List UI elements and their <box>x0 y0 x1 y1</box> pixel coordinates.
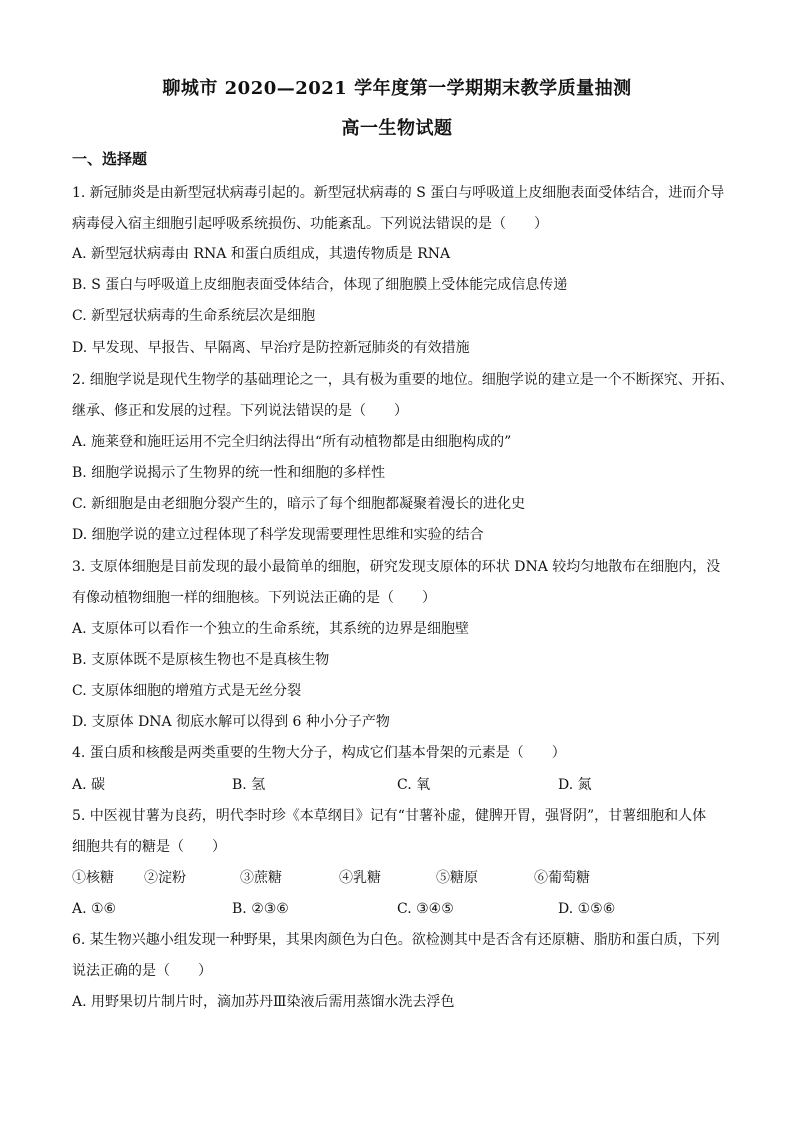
q5-option-d: D. ①⑤⑥ <box>558 901 616 917</box>
q1-option-b: B. S 蛋白与呼吸道上皮细胞表面受体结合，体现了细胞膜上受体能完成信息传递 <box>72 277 568 293</box>
q5-stem-line-2: 细胞共有的糖是（ ） <box>72 839 226 855</box>
section-heading: 一、选择题 <box>72 150 148 168</box>
q5-item: ③蔗糖 <box>240 870 282 886</box>
q5-item: ⑥葡萄糖 <box>534 870 590 886</box>
q2-stem-line-1: 2. 细胞学说是现代生物学的基础理论之一，具有极为重要的地位。细胞学说的建立是一个不断探究、开拓、 <box>72 372 734 388</box>
exam-title: 聊城市 2020—2021 学年度第一学期期末教学质量抽测 <box>162 78 632 99</box>
q1-stem-line-2: 病毒侵入宿主细胞引起呼吸系统损伤、功能紊乱。下列说法错误的是（ ） <box>72 216 548 232</box>
q6-stem-line-1: 6. 某生物兴趣小组发现一种野果，其果肉颜色为白色。欲检测其中是否含有还原糖、脂肪和蛋白质，下列 <box>72 932 720 948</box>
q1-option-c: C. 新型冠状病毒的生命系统层次是细胞 <box>72 308 316 324</box>
q4-option-b: B. 氢 <box>232 777 266 793</box>
q2-option-b: B. 细胞学说揭示了生物界的统一性和细胞的多样性 <box>72 465 386 481</box>
q2-option-d: D. 细胞学说的建立过程体现了科学发现需要理性思维和实验的结合 <box>72 527 484 543</box>
exam-subtitle: 高一生物试题 <box>341 118 453 139</box>
q5-option-c: C. ③④⑤ <box>397 901 454 917</box>
q5-option-a: A. ①⑥ <box>72 901 117 917</box>
q5-stem-line-1: 5. 中医视甘薯为良药，明代李时珍《本草纲目》记有“甘薯补虚，健脾开胃，强肾阴”，甘薯细胞和人体 <box>72 808 707 824</box>
q5-item: ④乳糖 <box>339 870 381 886</box>
q5-item: ⑤糖原 <box>436 870 478 886</box>
q2-stem-line-2: 继承、修正和发展的过程。下列说法错误的是（ ） <box>72 403 408 419</box>
q2-option-c: C. 新细胞是由老细胞分裂产生的，暗示了每个细胞都凝聚着漫长的进化史 <box>72 496 526 512</box>
q3-stem-line-1: 3. 支原体细胞是目前发现的最小最简单的细胞，研究发现支原体的环状 DNA 较均匀地散布在细胞内，没 <box>72 559 721 575</box>
q6-option-a: A. 用野果切片制片时，滴加苏丹Ⅲ染液后需用蒸馏水洗去浮色 <box>72 994 455 1010</box>
q3-option-b: B. 支原体既不是原核生物也不是真核生物 <box>72 652 330 668</box>
q1-stem-line-1: 1. 新冠肺炎是由新型冠状病毒引起的。新型冠状病毒的 S 蛋白与呼吸道上皮细胞表面受体结合，进而介导 <box>72 185 725 201</box>
q3-option-d: D. 支原体 DNA 彻底水解可以得到 6 种小分子产物 <box>72 714 390 730</box>
q5-item: ①核糖 <box>72 870 114 886</box>
q3-option-a: A. 支原体可以看作一个独立的生命系统，其系统的边界是细胞壁 <box>72 621 470 637</box>
q3-stem-line-2: 有像动植物细胞一样的细胞核。下列说法正确的是（ ） <box>72 590 436 606</box>
q1-option-d: D. 早发现、早报告、早隔离、早治疗是防控新冠肺炎的有效措施 <box>72 340 470 356</box>
q2-option-a: A. 施莱登和施旺运用不完全归纳法得出“所有动植物都是由细胞构成的” <box>72 434 512 450</box>
q4-option-a: A. 碳 <box>72 777 106 793</box>
q5-item: ②淀粉 <box>144 870 186 886</box>
q6-stem-line-2: 说法正确的是（ ） <box>72 963 212 979</box>
q4-option-c: C. 氧 <box>397 777 431 793</box>
q3-option-c: C. 支原体细胞的增殖方式是无丝分裂 <box>72 683 302 699</box>
q4-option-d: D. 氮 <box>558 777 592 793</box>
q5-option-b: B. ②③⑥ <box>232 901 289 917</box>
q1-option-a: A. 新型冠状病毒由 RNA 和蛋白质组成，其遗传物质是 RNA <box>72 246 451 262</box>
q4-stem: 4. 蛋白质和核酸是两类重要的生物大分子，构成它们基本骨架的元素是（ ） <box>72 745 566 761</box>
